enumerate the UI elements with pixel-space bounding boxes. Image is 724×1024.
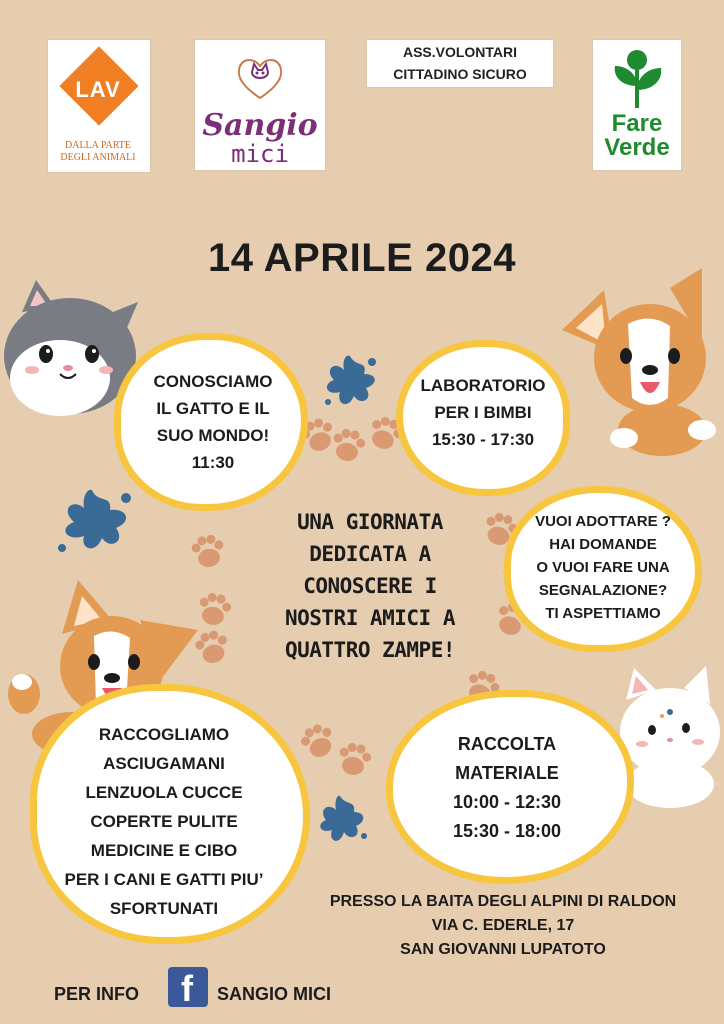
- adottare-line-2: HAI DOMANDE: [549, 536, 657, 553]
- facebook-icon[interactable]: [168, 967, 208, 1007]
- paint-splash-1: [316, 350, 386, 414]
- bubble-adottare-text: [508, 510, 698, 625]
- association-line-2: CITTADINO SICURO: [393, 66, 527, 82]
- fare-verde-line-1: Fare: [611, 110, 663, 137]
- raccogliamo-line-4: COPERTE PULITE: [90, 812, 238, 831]
- location-line-1: PRESSO LA BAITA DEGLI ALPINI DI RALDON: [329, 893, 677, 910]
- lav-tagline-1: DALLA PARTE: [65, 140, 131, 151]
- lav-tagline-2: DEGLI ANIMALI: [60, 152, 136, 163]
- raccogliamo-line-1: RACCOGLIAMO: [98, 725, 230, 744]
- sangio-logo-sub: mici: [231, 140, 289, 168]
- raccogliamo-line-6: PER I CANI E GATTI PIU’: [64, 870, 264, 889]
- adottare-line-3: O VUOI FARE UNA: [536, 559, 670, 576]
- center-message: [232, 506, 508, 666]
- raccolta-line-2: MATERIALE: [455, 763, 559, 783]
- raccogliamo-line-7: SFORTUNATI: [109, 899, 219, 918]
- gatto-time: 11:30: [191, 453, 235, 472]
- bubble-gatto-text: [118, 368, 308, 476]
- center-line-2: DEDICATA A: [309, 542, 431, 566]
- gatto-line-1: CONOSCIAMO: [153, 372, 273, 391]
- raccogliamo-line-2: ASCIUGAMANI: [103, 754, 225, 773]
- center-line-5: QUATTRO ZAMPE!: [284, 638, 455, 662]
- laboratorio-line-2: PER I BIMBI: [434, 403, 532, 422]
- laboratorio-line-1: LABORATORIO: [420, 376, 546, 395]
- sangio-logo-name: Sangio: [202, 108, 318, 143]
- gatto-line-3: SUO MONDO!: [156, 426, 270, 445]
- bubble-laboratorio-text: [394, 372, 572, 453]
- center-line-1: UNA GIORNATA: [297, 510, 443, 534]
- gatto-line-2: IL GATTO E IL: [156, 399, 270, 418]
- adottare-line-1: VUOI ADOTTARE ?: [535, 513, 671, 530]
- paint-splash-3: [310, 792, 372, 848]
- raccogliamo-line-3: LENZUOLA CUCCE: [85, 783, 243, 802]
- bubble-raccogliamo-text: [36, 720, 292, 923]
- location-address: [300, 890, 706, 962]
- raccolta-line-1: RACCOLTA: [457, 734, 557, 754]
- center-line-4: NOSTRI AMICI A: [284, 606, 455, 630]
- association-line-1: ASS.VOLONTARI: [402, 44, 518, 60]
- center-line-3: CONOSCERE I: [303, 574, 437, 598]
- paint-splash-2: [52, 486, 140, 558]
- event-date: 14 APRILE 2024: [208, 236, 516, 280]
- bubble-raccolta-text: [412, 730, 602, 846]
- corgi-dog-top-illustration: [552, 262, 724, 462]
- fare-verde-line-2: Verde: [604, 134, 670, 161]
- location-line-3: SAN GIOVANNI LUPATOTO: [400, 941, 606, 958]
- facebook-glyph: f: [181, 968, 193, 1009]
- info-facebook-page[interactable]: SANGIO MICI: [217, 984, 332, 1004]
- laboratorio-time: 15:30 - 17:30: [431, 430, 535, 449]
- info-prefix: PER INFO: [54, 984, 140, 1004]
- adottare-line-5: TI ASPETTIAMO: [545, 605, 661, 622]
- lav-logo-name: LAV: [75, 77, 121, 102]
- adottare-line-4: SEGNALAZIONE?: [538, 582, 668, 599]
- location-line-2: VIA C. EDERLE, 17: [431, 917, 575, 934]
- raccogliamo-line-5: MEDICINE E CIBO: [90, 841, 238, 860]
- raccolta-time-2: 15:30 - 18:00: [452, 821, 562, 841]
- raccolta-time-1: 10:00 - 12:30: [452, 792, 562, 812]
